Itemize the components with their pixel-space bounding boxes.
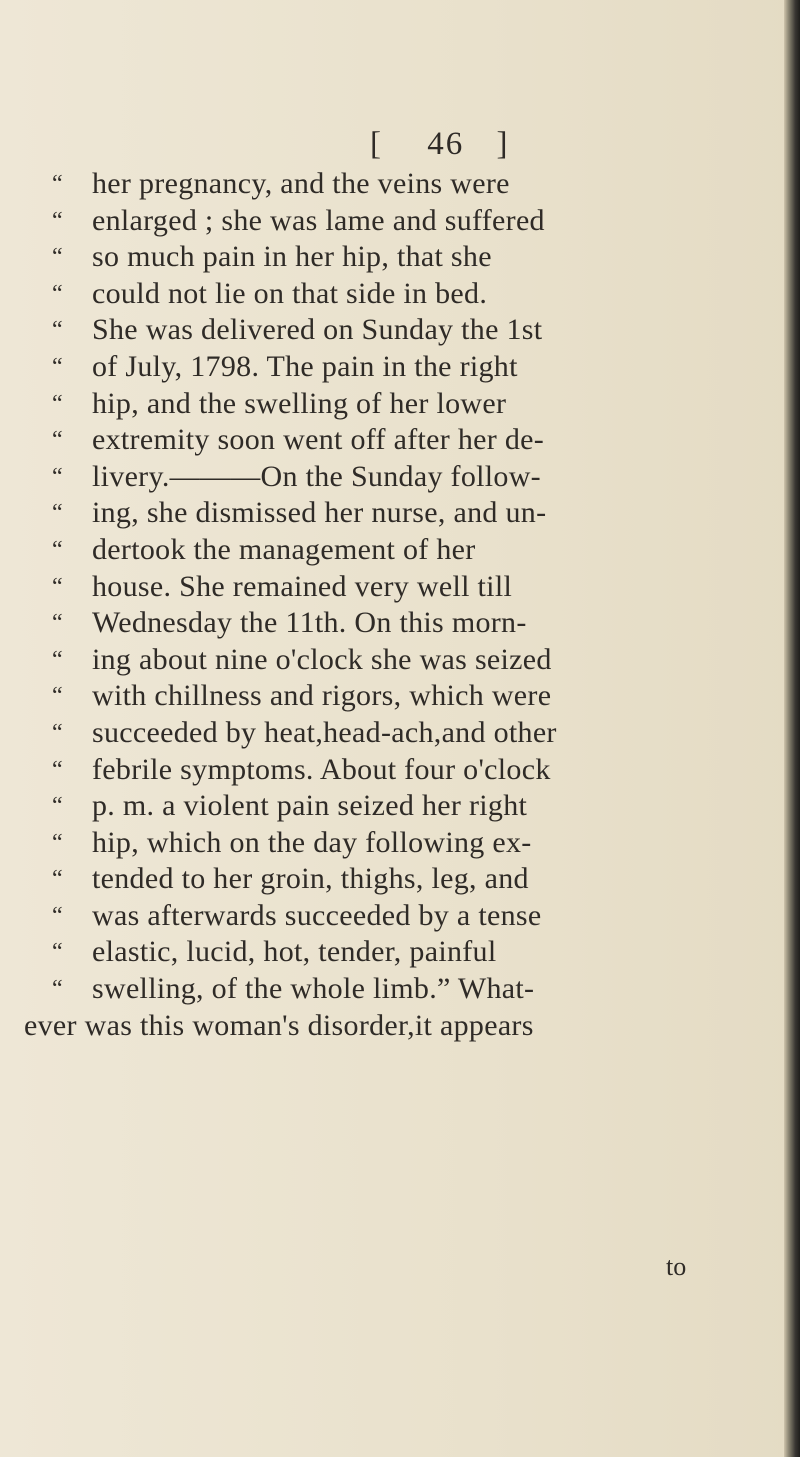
text-line [52,752,752,789]
line-text: succeeded by heat,head-ach,and other [92,715,557,749]
text-line [52,349,752,386]
quote-mark: “ [52,756,63,783]
text-line [52,642,752,679]
quote-mark: “ [52,500,63,527]
quote-mark: “ [52,793,63,820]
quote-mark: “ [52,427,63,454]
text-line [52,386,752,423]
line-text: ing about nine o'clock she was seized [92,642,552,676]
quote-mark: “ [52,353,63,380]
line-text: livery.———On the Sunday follow- [92,459,541,493]
text-line [52,239,752,276]
line-text: Wednesday the 11th. On this morn- [92,606,527,640]
text-line [52,715,752,752]
quote-mark: “ [52,171,63,197]
line-text: house. She remained very well till [92,569,513,603]
text-line [24,1008,752,1045]
page-header [370,126,520,163]
quote-mark: “ [52,244,63,271]
text-line [52,569,752,606]
line-text: so much pain in her hip, that she [92,240,492,274]
line-text: of July, 1798. The pain in the right [92,349,518,383]
text-line [52,312,752,349]
body-text [24,166,752,1044]
text-line [52,825,752,862]
quote-mark: “ [52,390,63,417]
text-line [52,898,752,935]
quote-mark: “ [52,866,63,893]
text-line [52,605,752,642]
line-text: hip, and the swelling of her lower [92,386,507,420]
line-text: was afterwards succeeded by a tense [92,898,542,932]
text-line [52,971,752,1008]
page-edge-shadow [784,0,800,1457]
line-text: p. m. a violent pain seized her right [92,789,528,823]
page-number: 46 [427,126,465,162]
text-line [52,532,752,569]
quote-mark: “ [52,939,63,966]
line-text: hip, which on the day following ex- [92,825,532,859]
line-text: ing, she dismissed her nurse, and un- [92,496,547,530]
quote-mark: “ [52,463,63,490]
text-line [52,678,752,715]
quote-mark: “ [52,646,63,673]
line-text: dertook the management of her [92,532,476,566]
catchword: to [666,1252,687,1281]
line-text: could not lie on that side in bed. [92,276,488,310]
line-text: elastic, lucid, hot, tender, painful [92,935,497,969]
quote-mark: “ [52,902,63,929]
text-line [52,934,752,971]
line-text: with chillness and rigors, which were [92,679,552,713]
text-line [52,422,752,459]
quote-mark: “ [52,207,63,234]
line-text: febrile symptoms. About four o'clock [92,752,551,786]
text-line [52,459,752,496]
text-line [52,276,752,313]
bracket-close: ] [496,126,510,162]
quote-mark: “ [52,719,63,746]
line-text: extremity soon went off after her de- [92,423,545,457]
line-text: ever was this woman's disorder,it appears [24,1008,534,1042]
quote-mark: “ [52,610,63,637]
line-text: She was delivered on Sunday the 1st [92,313,543,347]
bracket-open: [ [370,126,383,162]
text-line [52,166,752,203]
text-line [52,495,752,532]
quote-mark: “ [52,317,63,344]
line-text: enlarged ; she was lame and suffered [92,203,545,237]
text-line [52,788,752,825]
line-text: swelling, of the whole limb.” What- [92,972,535,1006]
quote-mark: “ [52,280,63,307]
quote-mark: “ [52,976,63,1003]
line-text: tended to her groin, thighs, leg, and [92,862,529,896]
quote-mark: “ [52,829,63,856]
text-line [52,203,752,240]
text-line [52,861,752,898]
quote-mark: “ [52,683,63,710]
quote-mark: “ [52,536,63,563]
line-text: her pregnancy, and the veins were [92,167,510,200]
quote-mark: “ [52,573,63,600]
